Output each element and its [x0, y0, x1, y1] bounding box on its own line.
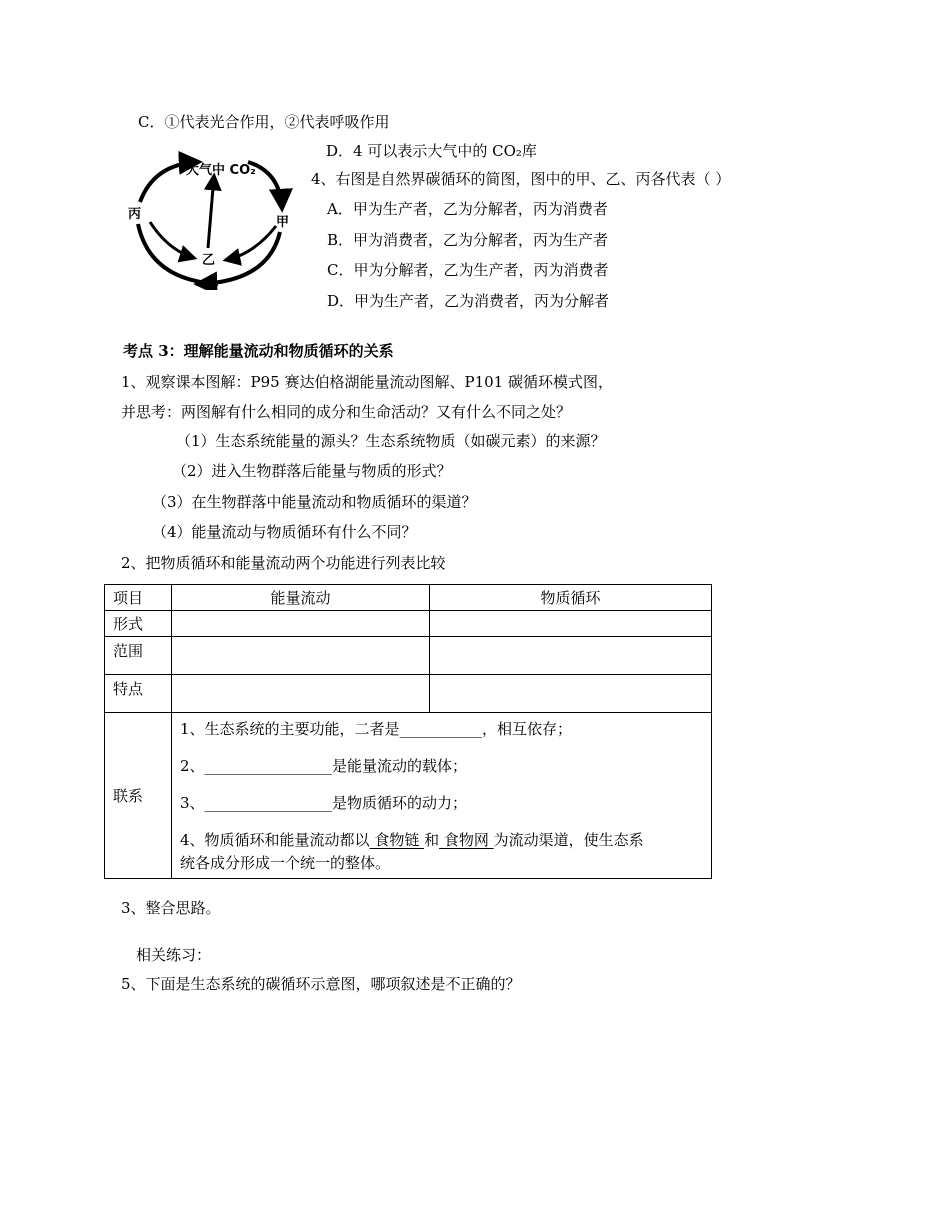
answer-food-chain: 食物链 — [369, 830, 425, 849]
sub-question-4: （4）能量流动与物质循环有什么不同？ — [152, 523, 417, 541]
section-3-title: 考点 3：理解能量流动和物质循环的关系 — [123, 342, 394, 360]
table-row — [105, 637, 712, 675]
table-header-row — [105, 585, 712, 611]
cell-relation — [172, 713, 712, 879]
cell-energy-form[interactable] — [172, 611, 430, 637]
related-exercises: 相关练习： — [136, 946, 212, 964]
q4-option-a: A．甲为生产者，乙为分解者，丙为消费者 — [327, 200, 608, 218]
cell-energy-feature[interactable] — [172, 675, 430, 713]
arrow-bing-to-yi — [150, 222, 194, 258]
label-jia: 甲 — [276, 215, 290, 230]
header-energy-flow: 能量流动 — [172, 585, 430, 611]
q4-stem: 4、右图是自然界碳循环的简图，图中的甲、乙、丙各代表（ ） — [311, 170, 731, 188]
cell-material-feature[interactable] — [430, 675, 712, 713]
row-label-scope: 范围 — [105, 637, 172, 675]
sub-question-3: （3）在生物群落中能量流动和物质循环的渠道？ — [152, 493, 477, 511]
table-row — [105, 675, 712, 713]
comparison-table — [104, 584, 712, 879]
option-c: C．①代表光合作用，②代表呼吸作用 — [138, 113, 390, 131]
relation-line-3: 3、_________________是物质循环的动力； — [180, 793, 468, 812]
cell-material-scope[interactable] — [430, 637, 712, 675]
item2: 2、把物质循环和能量流动两个功能进行列表比较 — [121, 554, 446, 572]
q4-option-b: B．甲为消费者，乙为分解者，丙为生产者 — [327, 231, 609, 249]
item3: 3、整合思路。 — [121, 899, 221, 917]
arrow-yi-to-co2 — [208, 176, 214, 248]
relation-line-2: 2、_________________是能量流动的载体； — [180, 756, 468, 775]
row-label-form: 形式 — [105, 611, 172, 637]
label-bing: 丙 — [128, 207, 142, 222]
label-yi: 乙 — [202, 253, 216, 268]
question-5: 5、下面是生态系统的碳循环示意图，哪项叙述是不正确的？ — [121, 975, 521, 993]
label-co2: 大气中 CO₂ — [186, 163, 256, 178]
table-row — [105, 611, 712, 637]
q4-option-c: C．甲为分解者，乙为生产者，丙为消费者 — [327, 261, 609, 279]
cell-energy-scope[interactable] — [172, 637, 430, 675]
carbon-cycle-diagram — [128, 150, 303, 290]
sub-question-1: （1）生态系统能量的源头？生态系统物质（如碳元素）的来源？ — [176, 432, 606, 450]
option-d: D．4 可以表示大气中的 CO₂库 — [326, 142, 537, 160]
relation-line-5: 统各成分形成一个统一的整体。 — [180, 853, 391, 872]
sub-question-2: （2）进入生物群落后能量与物质的形式？ — [172, 462, 452, 480]
cell-material-form[interactable] — [430, 611, 712, 637]
table-row-relation — [105, 713, 712, 879]
header-item: 项目 — [105, 585, 172, 611]
item1-line1: 1、观察课本图解：P95 赛达伯格湖能量流动图解、P101 碳循环模式图， — [121, 373, 613, 391]
q4-option-d: D．甲为生产者，乙为消费者，丙为分解者 — [327, 292, 610, 310]
row-label-relation: 联系 — [105, 713, 172, 879]
item1-line2: 并思考：两图解有什么相同的成分和生命活动？又有什么不同之处？ — [121, 403, 572, 421]
row-label-feature: 特点 — [105, 675, 172, 713]
relation-line-1: 1、生态系统的主要功能，二者是___________，相互依存； — [180, 719, 573, 738]
answer-food-web: 食物网 — [439, 830, 494, 849]
relation-line-4: 4、物质循环和能量流动都以 食物链 和 食物网 为流动渠道，使生态系 — [180, 830, 644, 849]
header-material-cycle: 物质循环 — [430, 585, 712, 611]
